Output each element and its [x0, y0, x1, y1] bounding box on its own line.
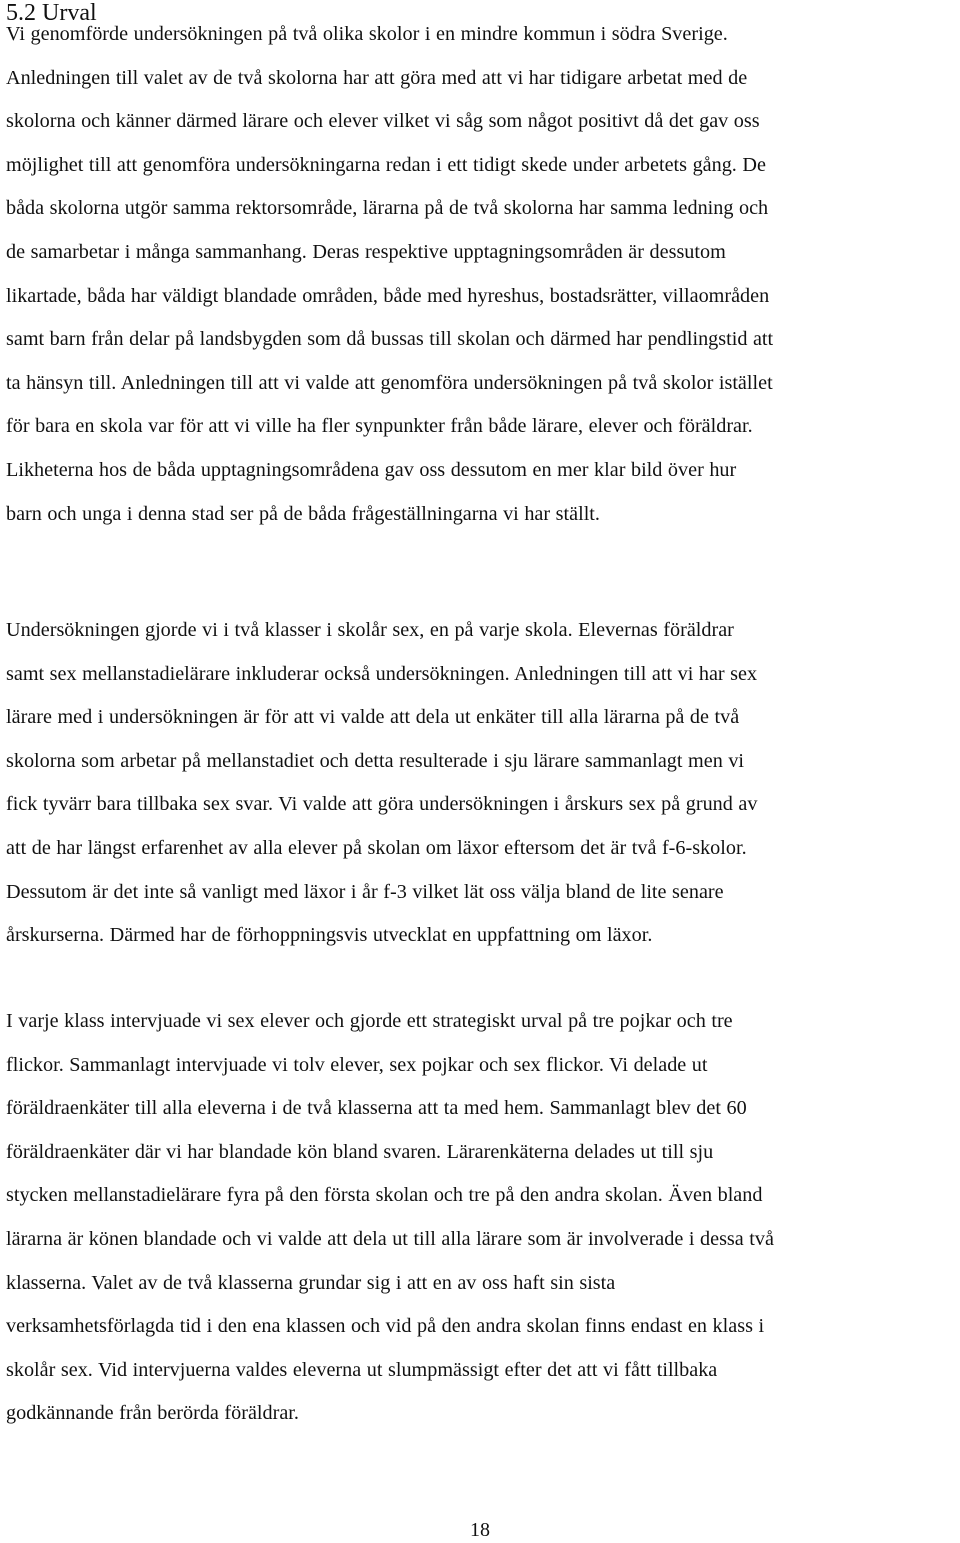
text-line: fick tyvärr bara tillbaka sex svar. Vi valde att göra undersökningen i årskurs sex på grund av [6, 793, 758, 816]
text-line: samt barn från delar på landsbygden som då bussas till skolan och därmed har pendlingstid att [6, 328, 774, 351]
text-line: för bara en skola var för att vi ville ha fler synpunkter från både lärare, elever och föräldrar. [6, 415, 753, 438]
text-line: ta hänsyn till. Anledningen till att vi valde att genomföra undersökningen på två skolor istället [6, 371, 773, 394]
text-line: skolorna som arbetar på mellanstadiet och detta resulterade i sju lärare sammanlagt men vi [6, 749, 745, 772]
text-line: föräldraenkäter till alla eleverna i de två klasserna att ta med hem. Sammanlagt blev det 60 [6, 1097, 747, 1120]
paragraph-2 [6, 609, 956, 958]
text-line: skolorna och känner därmed lärare och elever vilket vi såg som något positivt då det gav oss [6, 110, 760, 133]
text-line: Undersökningen gjorde vi i två klasser i skolår sex, en på varje skola. Elevernas föräldrar [6, 619, 734, 641]
text-line: I varje klass intervjuade vi sex elever och gjorde ett strategiskt urval på tre pojkar och tre [6, 1010, 733, 1032]
text-line: årskurserna. Därmed har de förhoppningsvis utvecklat en uppfattning om läxor. [6, 924, 653, 947]
text-line: likartade, båda har väldigt blandade områden, både med hyreshus, bostadsrätter, villaområden [6, 284, 770, 307]
text-line: båda skolorna utgör samma rektorsområde, lärarna på de två skolorna har samma ledning och [6, 197, 769, 220]
text-line: verksamhetsförlagda tid i den ena klassen och vid på den andra skolan finns endast en klass i [6, 1315, 765, 1338]
text-line: föräldraenkäter där vi har blandade kön bland svaren. Lärarenkäterna delades ut till sju [6, 1140, 714, 1163]
text-line: att de har längst erfarenhet av alla elever på skolan om läxor eftersom det är två f-6-skolor. [6, 836, 747, 859]
text-line: Vi genomförde undersökningen på två olika skolor i en mindre kommun i södra Sverige. [6, 23, 728, 45]
page-number: 18 [470, 1519, 490, 1541]
text-line: möjlighet till att genomföra undersökningarna redan i ett tidigt skede under arbetets gång. De [6, 153, 766, 176]
paragraph-1 [6, 13, 956, 536]
text-line: stycken mellanstadielärare fyra på den första skolan och tre på den andra skolan. Även bland [6, 1184, 763, 1207]
text-line: samt sex mellanstadielärare inkluderar också undersökningen. Anledningen till att vi har sex [6, 662, 758, 685]
text-line: klasserna. Valet av de två klasserna grundar sig i att en av oss haft sin sista [6, 1271, 616, 1294]
section-heading: 5.2 Urval [6, 0, 97, 26]
text-line: flickor. Sammanlagt intervjuade vi tolv elever, sex pojkar och sex flickor. Vi delade ut [6, 1053, 708, 1076]
text-line: lärarna är könen blandade och vi valde att dela ut till alla lärare som är involverade i dessa två [6, 1227, 774, 1250]
text-line: godkännande från berörda föräldrar. [6, 1402, 299, 1425]
text-line: lärare med i undersökningen är för att vi valde att dela ut enkäter till alla lärarna på de två [6, 706, 740, 729]
text-line: Dessutom är det inte så vanligt med läxor i år f-3 vilket lät oss välja bland de lite senare [6, 880, 724, 903]
text-line: skolår sex. Vid intervjuerna valdes eleverna ut slumpmässigt efter det att vi fått tillbaka [6, 1358, 718, 1381]
text-line: barn och unga i denna stad ser på de båda frågeställningarna vi har ställt. [6, 502, 600, 525]
text-line: Anledningen till valet av de två skolorna har att göra med att vi har tidigare arbetat med de [6, 66, 748, 89]
paragraph-3 [6, 1000, 956, 1436]
text-line: de samarbetar i många sammanhang. Deras respektive upptagningsområden är dessutom [6, 240, 726, 263]
text-line: Likheterna hos de båda upptagningsområdena gav oss dessutom en mer klar bild över hur [6, 458, 737, 481]
